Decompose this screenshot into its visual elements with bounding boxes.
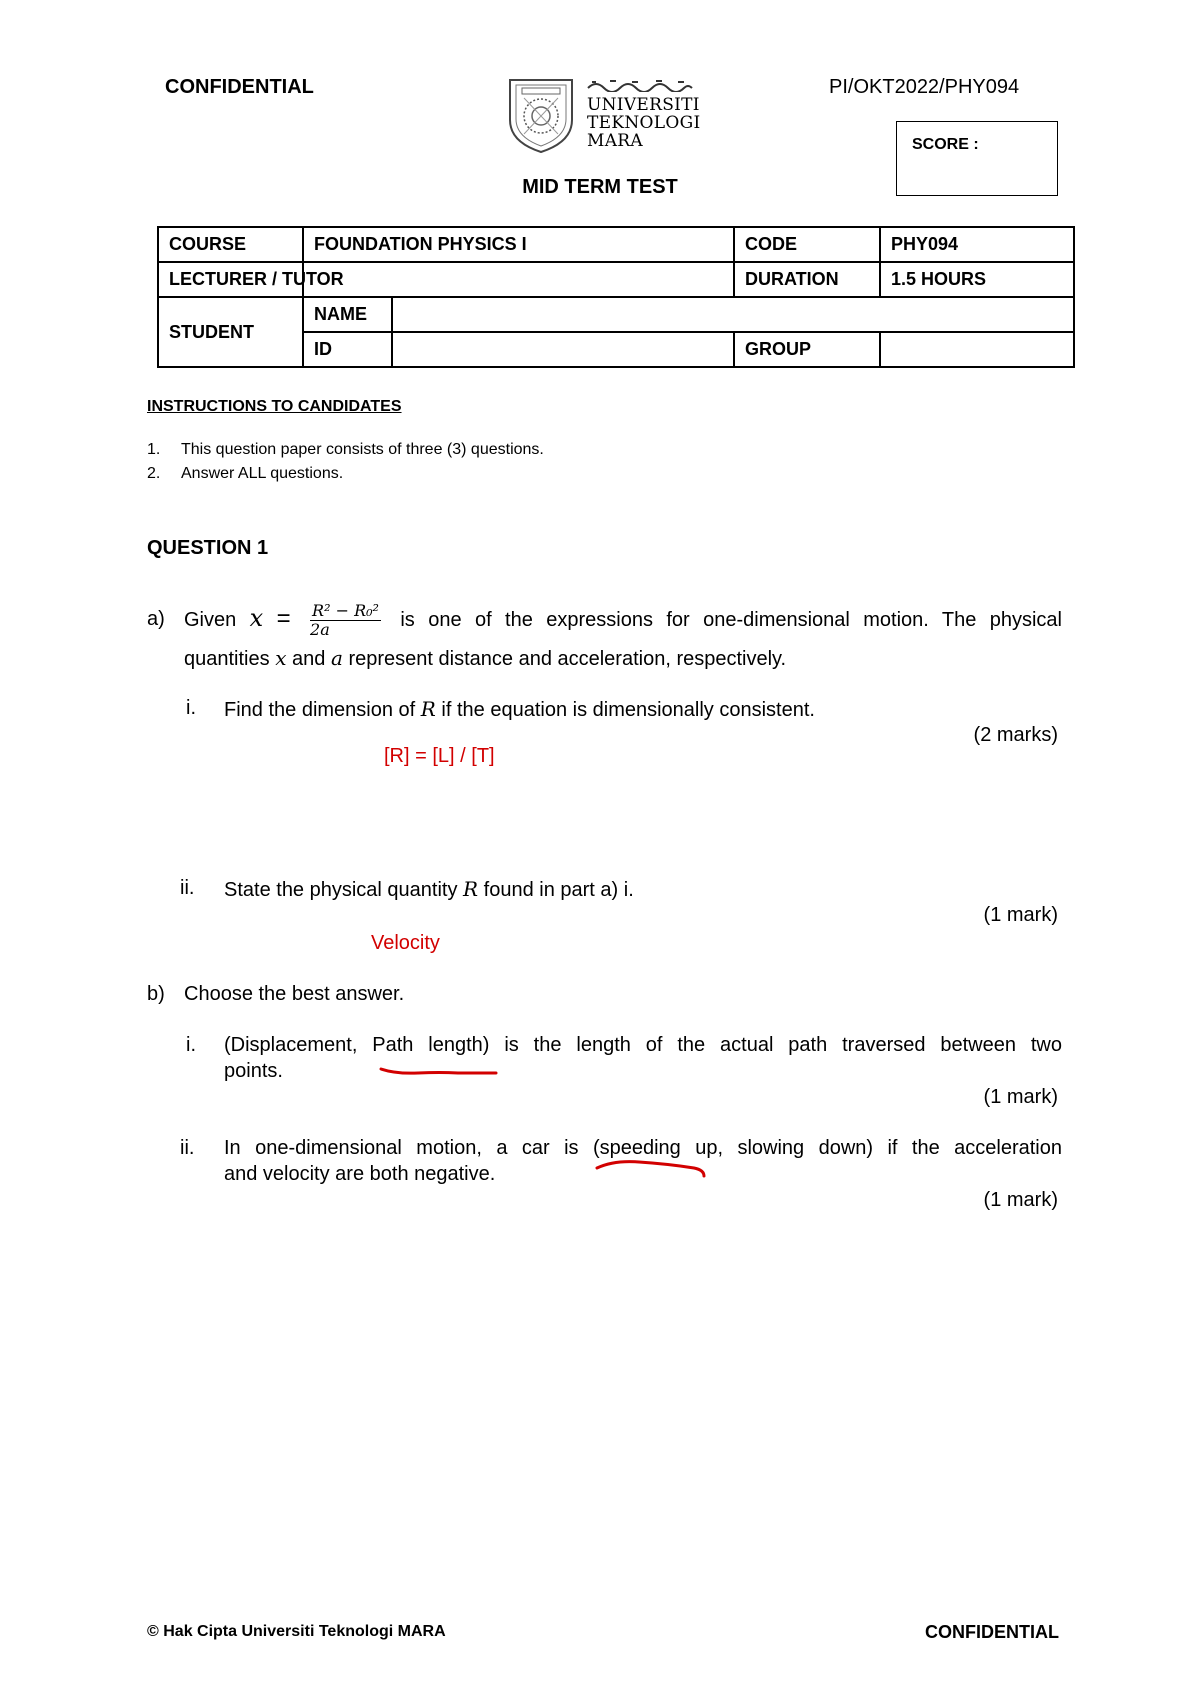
university-name-line2: TEKNOLOGI [587, 113, 701, 133]
instructions-heading: INSTRUCTIONS TO CANDIDATES [147, 398, 402, 415]
part-a-ii-marks: (1 mark) [983, 904, 1058, 926]
part-b-label: b) [147, 983, 165, 1005]
table-row [158, 297, 1074, 332]
part-a-text1: is one of the expressions for one-dimensional motion. The physical [400, 609, 1062, 631]
part-b-ii-marks: (1 mark) [983, 1189, 1058, 1211]
list-item-number: 2. [147, 465, 161, 482]
a-variable-inline: a [330, 646, 343, 670]
university-name [587, 96, 700, 150]
fraction-denominator: 2a [310, 620, 330, 640]
university-name-line3: MARA [587, 131, 643, 151]
table-row [158, 227, 1074, 262]
red-underline-mark [594, 1156, 710, 1180]
part-a-label: a) [147, 608, 165, 630]
part-b-ii-number: ii. [180, 1137, 195, 1159]
equation-fraction [310, 602, 381, 639]
red-underline-mark [378, 1064, 500, 1080]
part-b-i-number: i. [186, 1034, 196, 1056]
part-a-text2-post: represent distance and acceleration, respectively. [348, 648, 787, 670]
part-a-and: and [292, 648, 326, 670]
list-item [147, 465, 343, 483]
list-item [147, 441, 544, 459]
group-field[interactable] [880, 332, 1074, 367]
score-label: SCORE : [912, 136, 979, 153]
r-variable: R [463, 877, 479, 901]
part-a-ii-text [224, 877, 634, 902]
group-label: GROUP [734, 332, 880, 367]
table-row [158, 262, 1074, 297]
handwritten-answer-a-ii: Velocity [371, 932, 440, 954]
equals-sign: = [276, 605, 291, 632]
handwritten-answer-a-i: [R] = [L] / [T] [384, 745, 495, 767]
list-item-text: This question paper consists of three (3) questions. [181, 441, 544, 458]
part-a-line1 [184, 588, 1062, 648]
header-confidential: CONFIDENTIAL [165, 76, 314, 98]
part-a-i-text [224, 697, 815, 722]
lecturer-label: LECTURER / TUTOR [158, 262, 303, 297]
page-title: MID TERM TEST [522, 176, 678, 198]
fraction-numerator: R² − R₀² [312, 601, 379, 621]
duration-value: 1.5 HOURS [880, 262, 1074, 297]
x-variable-inline: x [275, 646, 287, 670]
id-label: ID [303, 332, 392, 367]
given-word: Given [184, 609, 237, 631]
r-variable: R [420, 697, 436, 721]
university-name-line1: UNIVERSITI [587, 95, 700, 115]
lecturer-field[interactable] [303, 262, 734, 297]
university-logo [506, 76, 701, 156]
question-heading: QUESTION 1 [147, 537, 269, 559]
list-item-number: 1. [147, 441, 161, 458]
duration-label: DURATION [734, 262, 880, 297]
part-b-text: Choose the best answer. [184, 983, 405, 1005]
part-a-ii-number: ii. [180, 877, 195, 899]
code-label: CODE [734, 227, 880, 262]
student-label: STUDENT [158, 297, 303, 367]
part-a-i-number: i. [186, 697, 196, 719]
part-b-ii-line2: and velocity are both negative. [224, 1163, 496, 1185]
part-a-text2-pre: quantities [184, 648, 270, 670]
part-b-i-marks: (1 mark) [983, 1086, 1058, 1108]
part-a-ii-post: found in part a) i. [483, 879, 634, 901]
paper-code: PI/OKT2022/PHY094 [829, 76, 1020, 98]
jawi-script-icon [586, 78, 694, 92]
list-item-text: Answer ALL questions. [181, 465, 344, 482]
part-b-i-line1: (Displacement, Path length) is the length of the actual path traversed between two [224, 1034, 1062, 1056]
id-field[interactable] [392, 332, 734, 367]
part-a-i-marks: (2 marks) [973, 724, 1058, 746]
footer-copyright: © Hak Cipta Universiti Teknologi MARA [147, 1623, 446, 1640]
part-b-i-line2: points. [224, 1060, 283, 1082]
name-field[interactable] [392, 297, 1074, 332]
course-value: FOUNDATION PHYSICS I [303, 227, 734, 262]
crest-icon [506, 76, 576, 154]
name-label: NAME [303, 297, 392, 332]
part-a-ii-pre: State the physical quantity [224, 879, 458, 901]
footer-confidential: CONFIDENTIAL [925, 1622, 1059, 1642]
part-a-i-pre: Find the dimension of [224, 699, 416, 721]
code-value: PHY094 [880, 227, 1074, 262]
part-a-line2 [184, 646, 786, 671]
x-variable: x [249, 604, 264, 632]
course-label: COURSE [158, 227, 303, 262]
exam-info-table [157, 226, 1075, 368]
part-a-i-post: if the equation is dimensionally consistent. [441, 699, 815, 721]
part-b-ii-line1: In one-dimensional motion, a car is (speeding up, slowing down) if the acceleration [224, 1137, 1062, 1159]
